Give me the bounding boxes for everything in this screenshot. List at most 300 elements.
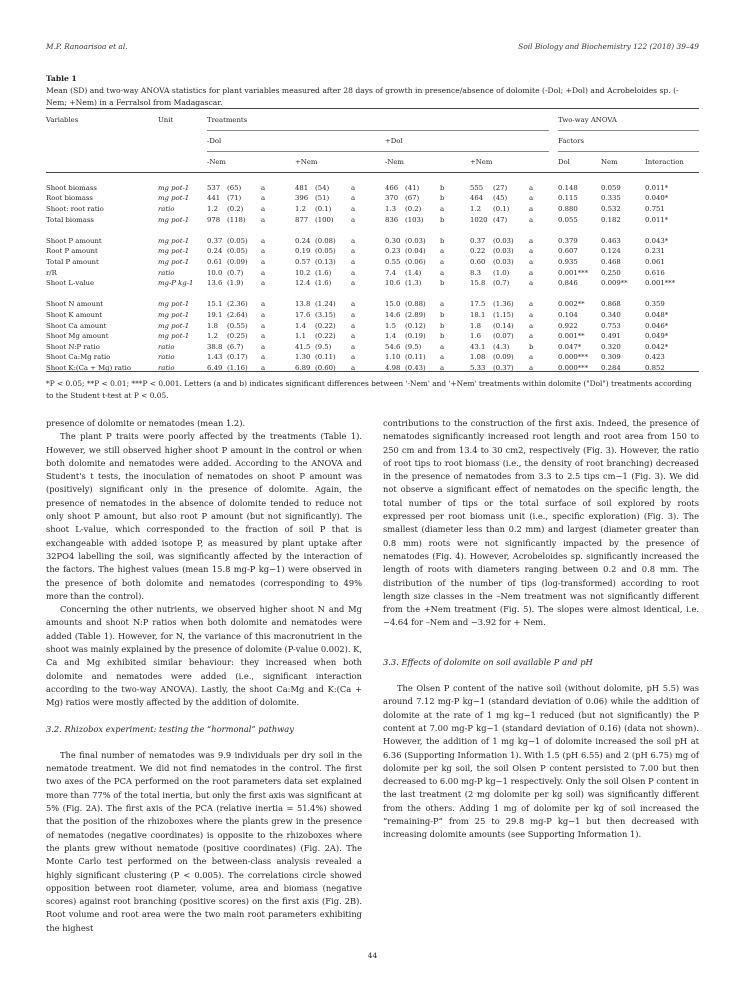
table-cell: (27) xyxy=(493,183,508,192)
right-column xyxy=(383,417,699,842)
variable-name: Shoot Mg amount xyxy=(46,332,109,341)
table-cell: 464 xyxy=(470,194,484,203)
table-cell: 54.6 xyxy=(385,342,401,351)
table-cell: (9.5) xyxy=(405,342,422,351)
table-title: Table 1 xyxy=(46,74,77,83)
table-cell: 0.751 xyxy=(645,205,665,214)
table-cell: 0.57 xyxy=(295,258,311,267)
table-cell: a xyxy=(351,183,356,192)
running-header-authors: M.P. Ranoarisoa et al. xyxy=(46,42,128,51)
table-cell: a xyxy=(529,247,534,256)
table-cell: (0.05) xyxy=(315,247,336,256)
table-cell: a xyxy=(529,321,534,330)
table-cell: 0.182 xyxy=(601,215,621,224)
table-cell: 6.49 xyxy=(207,363,223,372)
table-cell: 18.1 xyxy=(470,311,486,320)
table-cell: 370 xyxy=(385,194,399,203)
table-cell: a xyxy=(261,258,266,267)
table-row xyxy=(46,257,699,268)
group-spacer xyxy=(46,225,699,236)
table-cell: (0.55) xyxy=(227,321,248,330)
table-cell: (6.7) xyxy=(227,342,244,351)
table-cell: (0.08) xyxy=(315,236,336,245)
table-cell: a xyxy=(529,300,534,309)
table-cell: (51) xyxy=(315,194,330,203)
table-cell: a xyxy=(529,279,534,288)
table-cell: 0.37 xyxy=(207,236,223,245)
table-cell: a xyxy=(351,332,356,341)
table-footnote: *P < 0.05; **P < 0.01; ***P < 0.001. Letters (a and b) indicates significant differences between '-Nem' and '+Nem' treatments within dolomite ("Dol") treatments according to the Student t-test at P < 0.05. xyxy=(46,379,692,401)
table-row xyxy=(46,246,699,257)
header-nem-minus-2: -Nem xyxy=(385,157,404,166)
table-cell: (2.36) xyxy=(227,300,248,309)
table-cell: (103) xyxy=(405,215,424,224)
unit-cell: ratio xyxy=(158,268,175,277)
table-cell: a xyxy=(440,342,445,351)
table-cell: (0.88) xyxy=(405,300,426,309)
table-cell: 0.24 xyxy=(207,247,223,256)
table-cell: a xyxy=(440,247,445,256)
table-cell: (0.19) xyxy=(405,332,426,341)
table-cell: a xyxy=(351,258,356,267)
table-cell: a xyxy=(351,300,356,309)
table-cell: 0.60 xyxy=(470,258,486,267)
table-cell: a xyxy=(261,321,266,330)
table-cell: a xyxy=(351,236,356,245)
table-cell: 0.24 xyxy=(295,236,311,245)
table-cell: 10.6 xyxy=(385,279,401,288)
table-cell: a xyxy=(529,353,534,362)
table-row xyxy=(46,193,699,204)
table-cell: 1.8 xyxy=(207,321,218,330)
table-cell: a xyxy=(261,194,266,203)
table-cell: (118) xyxy=(227,215,246,224)
unit-cell: mg pot-1 xyxy=(158,300,190,309)
table-cell: 6.89 xyxy=(295,363,311,372)
table-cell: b xyxy=(440,183,445,192)
table-cell: 0.335 xyxy=(601,194,621,203)
unit-cell: mg pot-1 xyxy=(158,215,190,224)
table-cell: 0.468 xyxy=(601,258,621,267)
table-cell: b xyxy=(440,279,445,288)
paragraph: Concerning the other nutrients, we observed higher shoot N and Mg amounts and shoot N:P ratios when both dolomite and nematodes were added (Table 1). However, for N, the variance of this macronutrient in the shoot was mainly explained by the presence of dolomite (P-value 0.002). K, Ca and Mg exhibited similar behaviour: they increased when both dolomite and nematodes were added (i.e., significant interaction according to the two-way ANOVA). Lastly, the shoot Ca:Mg and K:(Ca + Mg) ratios were mostly affected by the addition of dolomite. xyxy=(46,604,362,708)
table-cell: 1.2 xyxy=(470,205,481,214)
table-cell: 14.6 xyxy=(385,311,401,320)
table-cell: 0.124 xyxy=(601,247,621,256)
table-cell: 537 xyxy=(207,183,221,192)
table-cell: 0.309 xyxy=(601,353,621,362)
table-cell: (47) xyxy=(493,215,508,224)
table-cell: 0.047* xyxy=(558,342,582,351)
table-cell: a xyxy=(351,363,356,372)
table-cell: 0.753 xyxy=(601,321,621,330)
table-cell: a xyxy=(351,311,356,320)
table-cell: 1.2 xyxy=(207,205,218,214)
table-cell: 0.379 xyxy=(558,236,578,245)
table-cell: a xyxy=(351,205,356,214)
table-cell: (0.09) xyxy=(227,258,248,267)
table-row xyxy=(46,183,699,194)
table-cell: a xyxy=(529,205,534,214)
table-cell: 0.148 xyxy=(558,183,578,192)
table-cell: 1.1 xyxy=(295,332,306,341)
table-cell: a xyxy=(529,258,534,267)
table-cell: a xyxy=(351,342,356,351)
table-cell: 0.852 xyxy=(645,363,665,372)
unit-cell: ratio xyxy=(158,205,175,214)
table-cell: 0.055 xyxy=(558,215,578,224)
table-cell: b xyxy=(440,311,445,320)
table-cell: 0.250 xyxy=(601,268,621,277)
header-factor-interaction: Interaction xyxy=(645,157,684,166)
table-cell: (1.15) xyxy=(493,311,514,320)
table-cell: 1.10 xyxy=(385,353,401,362)
table-cell: 0.048* xyxy=(645,311,669,320)
table-cell: (1.24) xyxy=(315,300,336,309)
table-cell: 481 xyxy=(295,183,309,192)
table-cell: (67) xyxy=(405,194,420,203)
variable-name: Shoot K amount xyxy=(46,311,103,320)
table-row xyxy=(46,214,699,225)
table-cell: 13.8 xyxy=(295,300,311,309)
table-cell: 5.33 xyxy=(470,363,486,372)
table-cell: 836 xyxy=(385,215,399,224)
variable-name: Shoot P amount xyxy=(46,236,102,245)
table-cell: 1.43 xyxy=(207,353,223,362)
header-factors: Factors xyxy=(558,136,585,145)
table-cell: (0.14) xyxy=(493,321,514,330)
table-cell: 0.002** xyxy=(558,300,585,309)
left-column xyxy=(46,417,362,935)
table-cell: (1.9) xyxy=(227,279,244,288)
table-cell: a xyxy=(529,268,534,277)
table-cell: 0.23 xyxy=(385,247,401,256)
table-cell: (1.4) xyxy=(405,268,422,277)
table-cell: 0.000*** xyxy=(558,353,589,362)
header-dol-minus: -Dol xyxy=(207,136,222,145)
table-cell: (1.6) xyxy=(315,279,332,288)
table-caption-text: Mean (SD) and two-way ANOVA statistics for plant variables measured after 28 days of growth in presence/absence of dolomite (-Dol; +Dol) and Acrobeloides sp. (-Nem; +Nem) in a Ferralsol from Madagascar. xyxy=(46,86,679,107)
table-cell: 0.55 xyxy=(385,258,401,267)
table-cell: (0.13) xyxy=(315,258,336,267)
table-cell: (41) xyxy=(405,183,420,192)
header-nem-plus-1: +Nem xyxy=(295,157,318,166)
table-row xyxy=(46,320,699,331)
unit-cell: mg pot-1 xyxy=(158,258,190,267)
table-cell: 1.8 xyxy=(470,321,481,330)
table-cell: 1.2 xyxy=(207,332,218,341)
page-number: 44 xyxy=(367,951,378,960)
table-cell: 0.359 xyxy=(645,300,665,309)
table-cell: 0.22 xyxy=(470,247,486,256)
variable-name: Total P amount xyxy=(46,258,99,267)
group-spacer xyxy=(46,289,699,300)
variable-name: Root P amount xyxy=(46,247,98,256)
table-cell: b xyxy=(529,342,534,351)
table-cell: 0.043* xyxy=(645,236,669,245)
table-row xyxy=(46,278,699,289)
table-cell: a xyxy=(529,363,534,372)
variable-name: Root biomass xyxy=(46,194,93,203)
unit-cell: mg pot-1 xyxy=(158,332,190,341)
variable-name: Shoot: root ratio xyxy=(46,205,104,214)
table-cell: 0.001*** xyxy=(645,279,676,288)
table-cell: (0.22) xyxy=(315,332,336,341)
section-heading: 3.2. Rhizobox experiment: testing the “hormonal” pathway xyxy=(46,723,294,734)
table-cell: b xyxy=(440,332,445,341)
table-cell: 0.532 xyxy=(601,205,621,214)
table-cell: 0.049* xyxy=(645,332,669,341)
table-cell: a xyxy=(261,236,266,245)
header-treatments: Treatments xyxy=(207,115,248,124)
table-cell: 15.1 xyxy=(207,300,223,309)
table-row xyxy=(46,236,699,247)
table-cell: (9.5) xyxy=(315,342,332,351)
table-cell: a xyxy=(440,363,445,372)
table-cell: 0.607 xyxy=(558,247,578,256)
table-cell: 0.37 xyxy=(470,236,486,245)
table-cell: 0.463 xyxy=(601,236,621,245)
table-cell: (1.36) xyxy=(493,300,514,309)
table-cell: a xyxy=(351,279,356,288)
variable-name: Shoot Ca amount xyxy=(46,321,107,330)
table-cell: 1.3 xyxy=(385,205,396,214)
table-cell: (0.25) xyxy=(227,332,248,341)
table-cell: (0.03) xyxy=(405,236,426,245)
table-cell: 1.4 xyxy=(295,321,306,330)
paragraph: The final number of nematodes was 9.9 individuals per dry soil in the nematode treatment. We did not find nematodes in the control. The first two axes of the PCA performed on the root parameters data set explained more than 77% of the total inertia, but only the first axis was significant at 5% (Fig. 2A). The first axis of the PCA (relative inertia = 51.4%) showed that the position of the rhizoboxes where the plants grew in the presence of nematodes (negative coordinates) is opposite to the rhizoboxes where the plants grew without nematode (positive coordinates) (Fig. 2A). The Monte Carlo test performed on the between-class analysis revealed a highly significant clustering (P < 0.005). The correlations circle showed opposition between root diameter, volume, area and biomass (negative scores) against root branching (positive scores) on the first axis (Fig. 2B). Root volume and root area were the two main root parameters exhibiting the highest xyxy=(46,749,362,933)
table-cell: (100) xyxy=(315,215,334,224)
table-cell: a xyxy=(261,363,266,372)
table-cell: 0.001** xyxy=(558,332,585,341)
table-cell: 466 xyxy=(385,183,399,192)
table-cell: a xyxy=(261,353,266,362)
table-cell: 8.3 xyxy=(470,268,481,277)
table-cell: a xyxy=(529,311,534,320)
unit-cell: mg pot-1 xyxy=(158,194,190,203)
table-cell: 0.046* xyxy=(645,321,669,330)
table-cell: (65) xyxy=(227,183,242,192)
table-cell: 0.320 xyxy=(601,342,621,351)
variable-name: Shoot Ca:Mg ratio xyxy=(46,353,111,362)
table-cell: 0.061 xyxy=(645,258,665,267)
table-cell: 1.08 xyxy=(470,353,486,362)
table-cell: 0.040* xyxy=(645,194,669,203)
table-cell: (1.0) xyxy=(493,268,510,277)
table-cell: a xyxy=(440,258,445,267)
table-cell: 10.2 xyxy=(295,268,311,277)
header-nem-minus-1: -Nem xyxy=(207,157,226,166)
unit-cell: mg pot-1 xyxy=(158,311,190,320)
table-cell: (3.15) xyxy=(315,311,336,320)
table-cell: (0.7) xyxy=(493,279,510,288)
table-cell: 877 xyxy=(295,215,309,224)
spacer xyxy=(46,736,362,749)
table-cell: a xyxy=(261,342,266,351)
table-cell: 17.6 xyxy=(295,311,311,320)
table-cell: (0.03) xyxy=(493,258,514,267)
table-cell: a xyxy=(261,300,266,309)
table-cell: a xyxy=(261,332,266,341)
table-cell: (0.04) xyxy=(405,247,426,256)
variable-name: Shoot biomass xyxy=(46,183,97,192)
paragraph: The Olsen P content of the native soil (without dolomite, pH 5.5) was around 7.12 mg-P kg−1 (standard deviation of 0.06) while the addition of dolomite at the rate of 1 mg kg−1 reduced (but not significantly) the P content at 7.00 mg-P kg−1 (standard deviation of 0.16) (data not shown). However, the addition of 1 mg kg−1 of dolomite increased the soil pH at 6.36 (Supporting Information 1). With 1.5 (pH 6.55) and 2 (pH 6.75) mg of dolomite per kg soil, the soil Olsen P content persisted to 7.00 but then decreased to 6.00 mg-P kg−1 respectively. Only the soil Olsen P content in the last treatment (2 mg dolomite per kg soil) was significantly different from the others. Adding 1 mg of dolomite per kg of soil increased the “remaining-P” from 25 to 29.8 mg-P kg−1 but then decreased with increasing dolomite amounts (see Supporting Information 1). xyxy=(383,683,699,840)
table-cell: 0.61 xyxy=(207,258,223,267)
table-cell: 0.009** xyxy=(601,279,628,288)
table-cell: (0.12) xyxy=(405,321,426,330)
table-cell: a xyxy=(351,321,356,330)
table-cell: 13.6 xyxy=(207,279,223,288)
table-cell: 0.340 xyxy=(601,311,621,320)
data-table xyxy=(46,109,699,373)
variable-name: Shoot N:P ratio xyxy=(46,342,100,351)
table-cell: 4.98 xyxy=(385,363,401,372)
running-header-journal: Soil Biology and Biochemistry 122 (2018) 39–49 xyxy=(518,42,699,51)
unit-cell: ratio xyxy=(158,363,175,372)
table-cell: 10.0 xyxy=(207,268,223,277)
paragraph: contributions to the construction of the first axis. Indeed, the presence of nematodes significantly increased root length and root area from 150 to 250 cm and from 13.4 to 30 cm2, respectively (Fig. 3). However, the ratio of root tips to root biomass (i.e., the density of root branching) decreased in the presence of nematodes from 3.3 to 2.5 tips cm−1 (Fig. 3). We did not observe a significant effect of nematodes on the specific length, the total number of tips or the total surface of soil explored by roots expressed per root biomass unit (i.e., specific exploration) (Fig. 3). The smallest (diameter less than 0.2 mm) and largest (diameter greater than 0.8 mm) roots were not significantly impacted by the presence of nematodes (Fig. 4). However, Acrobeloides sp. significantly increased the length of roots with diameters ranging between 0.2 and 0.8 mm. The distribution of the number of tips (log-transformed) according to root length size classes in the –Nem treatment was not significantly different from the +Nem treatment (Fig. 5). The slopes were almost identical, i.e. −4.64 for –Nem and −3.92 for + Nem. xyxy=(383,418,699,628)
table-cell: a xyxy=(529,236,534,245)
table-cell: a xyxy=(529,215,534,224)
table-cell: (0.03) xyxy=(493,236,514,245)
table-cell: 0.011* xyxy=(645,215,669,224)
table-row xyxy=(46,352,699,363)
table-cell: a xyxy=(440,205,445,214)
table-cell: 0.880 xyxy=(558,205,578,214)
spacer xyxy=(46,710,362,723)
table-cell: (0.1) xyxy=(315,205,332,214)
table-cell: 0.011* xyxy=(645,183,669,192)
table-cell: (45) xyxy=(493,194,508,203)
header-dol-plus: +Dol xyxy=(385,136,403,145)
table-cell: b xyxy=(440,321,445,330)
table-cell: 1020 xyxy=(470,215,488,224)
table-cell: 1.2 xyxy=(295,205,306,214)
table-cell: 0.231 xyxy=(645,247,665,256)
unit-cell: mg pot-1 xyxy=(158,183,190,192)
table-caption xyxy=(46,73,699,109)
table-cell: 978 xyxy=(207,215,221,224)
table-row xyxy=(46,299,699,310)
table-cell: (0.2) xyxy=(405,205,422,214)
table-cell: 0.423 xyxy=(645,353,665,362)
table-cell: (0.37) xyxy=(493,363,514,372)
table-cell: 15.0 xyxy=(385,300,401,309)
table-cell: 38.8 xyxy=(207,342,223,351)
unit-cell: mg-P kg-1 xyxy=(158,279,194,288)
header-unit: Unit xyxy=(158,115,174,124)
table-cell: (0.22) xyxy=(315,321,336,330)
table-cell: 441 xyxy=(207,194,221,203)
table-cell: 0.042* xyxy=(645,342,669,351)
unit-cell: mg pot-1 xyxy=(158,236,190,245)
table-cell: 0.491 xyxy=(601,332,621,341)
table-row xyxy=(46,331,699,342)
unit-cell: mg pot-1 xyxy=(158,247,190,256)
table-cell: 0.284 xyxy=(601,363,621,372)
header-variables: Variables xyxy=(46,115,79,124)
table-cell: a xyxy=(351,215,356,224)
table-cell: (0.11) xyxy=(405,353,426,362)
header-factor-dol: Dol xyxy=(558,157,570,166)
table-cell: a xyxy=(351,194,356,203)
header-factor-nem: Nem xyxy=(601,157,618,166)
table-cell: a xyxy=(529,332,534,341)
table-cell: 1.5 xyxy=(385,321,396,330)
spacer xyxy=(383,669,699,682)
unit-cell: ratio xyxy=(158,342,175,351)
table-cell: a xyxy=(351,353,356,362)
table-row xyxy=(46,310,699,321)
table-row xyxy=(46,363,699,374)
table-cell: (0.09) xyxy=(493,353,514,362)
table-cell: (71) xyxy=(227,194,242,203)
table-cell: a xyxy=(351,247,356,256)
header-anova: Two-way ANOVA xyxy=(558,115,617,124)
table-cell: 0.000*** xyxy=(558,363,589,372)
unit-cell: mg pot-1 xyxy=(158,321,190,330)
table-cell: 0.115 xyxy=(558,194,578,203)
table-cell: (54) xyxy=(315,183,330,192)
table-cell: (0.06) xyxy=(405,258,426,267)
table-cell: a xyxy=(351,268,356,277)
table-cell: a xyxy=(261,215,266,224)
table-cell: 0.935 xyxy=(558,258,578,267)
table-cell: a xyxy=(440,268,445,277)
table-cell: a xyxy=(440,353,445,362)
table-cell: a xyxy=(261,247,266,256)
table-cell: (1.16) xyxy=(227,363,248,372)
table-cell: 0.30 xyxy=(385,236,401,245)
spacer xyxy=(383,643,699,656)
table-cell: 396 xyxy=(295,194,309,203)
table-cell: 1.4 xyxy=(385,332,396,341)
section-heading: 3.3. Effects of dolomite on soil available P and pH xyxy=(383,656,593,667)
table-cell: 15.8 xyxy=(470,279,486,288)
table-cell: 0.868 xyxy=(601,300,621,309)
table-cell: (0.17) xyxy=(227,353,248,362)
variable-name: Total biomass xyxy=(46,215,94,224)
table-cell: 555 xyxy=(470,183,484,192)
table-cell: b xyxy=(440,215,445,224)
table-cell: (0.7) xyxy=(227,268,244,277)
variable-name: Shoot L-value xyxy=(46,279,95,288)
table-cell: 0.104 xyxy=(558,311,578,320)
table-cell: (0.43) xyxy=(405,363,426,372)
table-cell: 19.1 xyxy=(207,311,223,320)
unit-cell: ratio xyxy=(158,353,175,362)
table-cell: 12.4 xyxy=(295,279,311,288)
table-cell: (0.05) xyxy=(227,236,248,245)
table-cell: (2.64) xyxy=(227,311,248,320)
paragraph: The plant P traits were poorly affected by the treatments (Table 1). However, we still observed higher shoot P amount in the control or when both dolomite and nematodes were added. According to the ANOVA and Student's t tests, the inoculation of nematodes on shoot P amount was (positively) significant only in the presence of dolomite. Again, the presence of nematodes in the absence of dolomite tended to reduce not only shoot P amount, but also root P amount (but not significantly). The shoot L-value, which corresponded to the fraction of soil P that is exchangeable with added isotope P, as measured by plant uptake after 32PO4 labelling the soil, was significantly affected by the interaction of the factors. The highest values (mean 15.8 mg-P kg−1) were observed in the presence of both dolomite and nematodes (corresponding to 49% more than the control). xyxy=(46,431,362,601)
table-cell: 7.4 xyxy=(385,268,396,277)
group-spacer xyxy=(46,172,699,183)
table-cell: 0.001*** xyxy=(558,268,589,277)
table-cell: 0.059 xyxy=(601,183,621,192)
table-cell: (1.3) xyxy=(405,279,422,288)
table-cell: 1.6 xyxy=(470,332,481,341)
table-cell: a xyxy=(529,183,534,192)
table-row xyxy=(46,204,699,215)
table-row xyxy=(46,267,699,278)
table-cell: b xyxy=(440,236,445,245)
table-cell: (4.3) xyxy=(493,342,510,351)
table-cell: 0.922 xyxy=(558,321,578,330)
table-cell: a xyxy=(529,194,534,203)
table-cell: a xyxy=(261,311,266,320)
table-cell: (0.07) xyxy=(493,332,514,341)
